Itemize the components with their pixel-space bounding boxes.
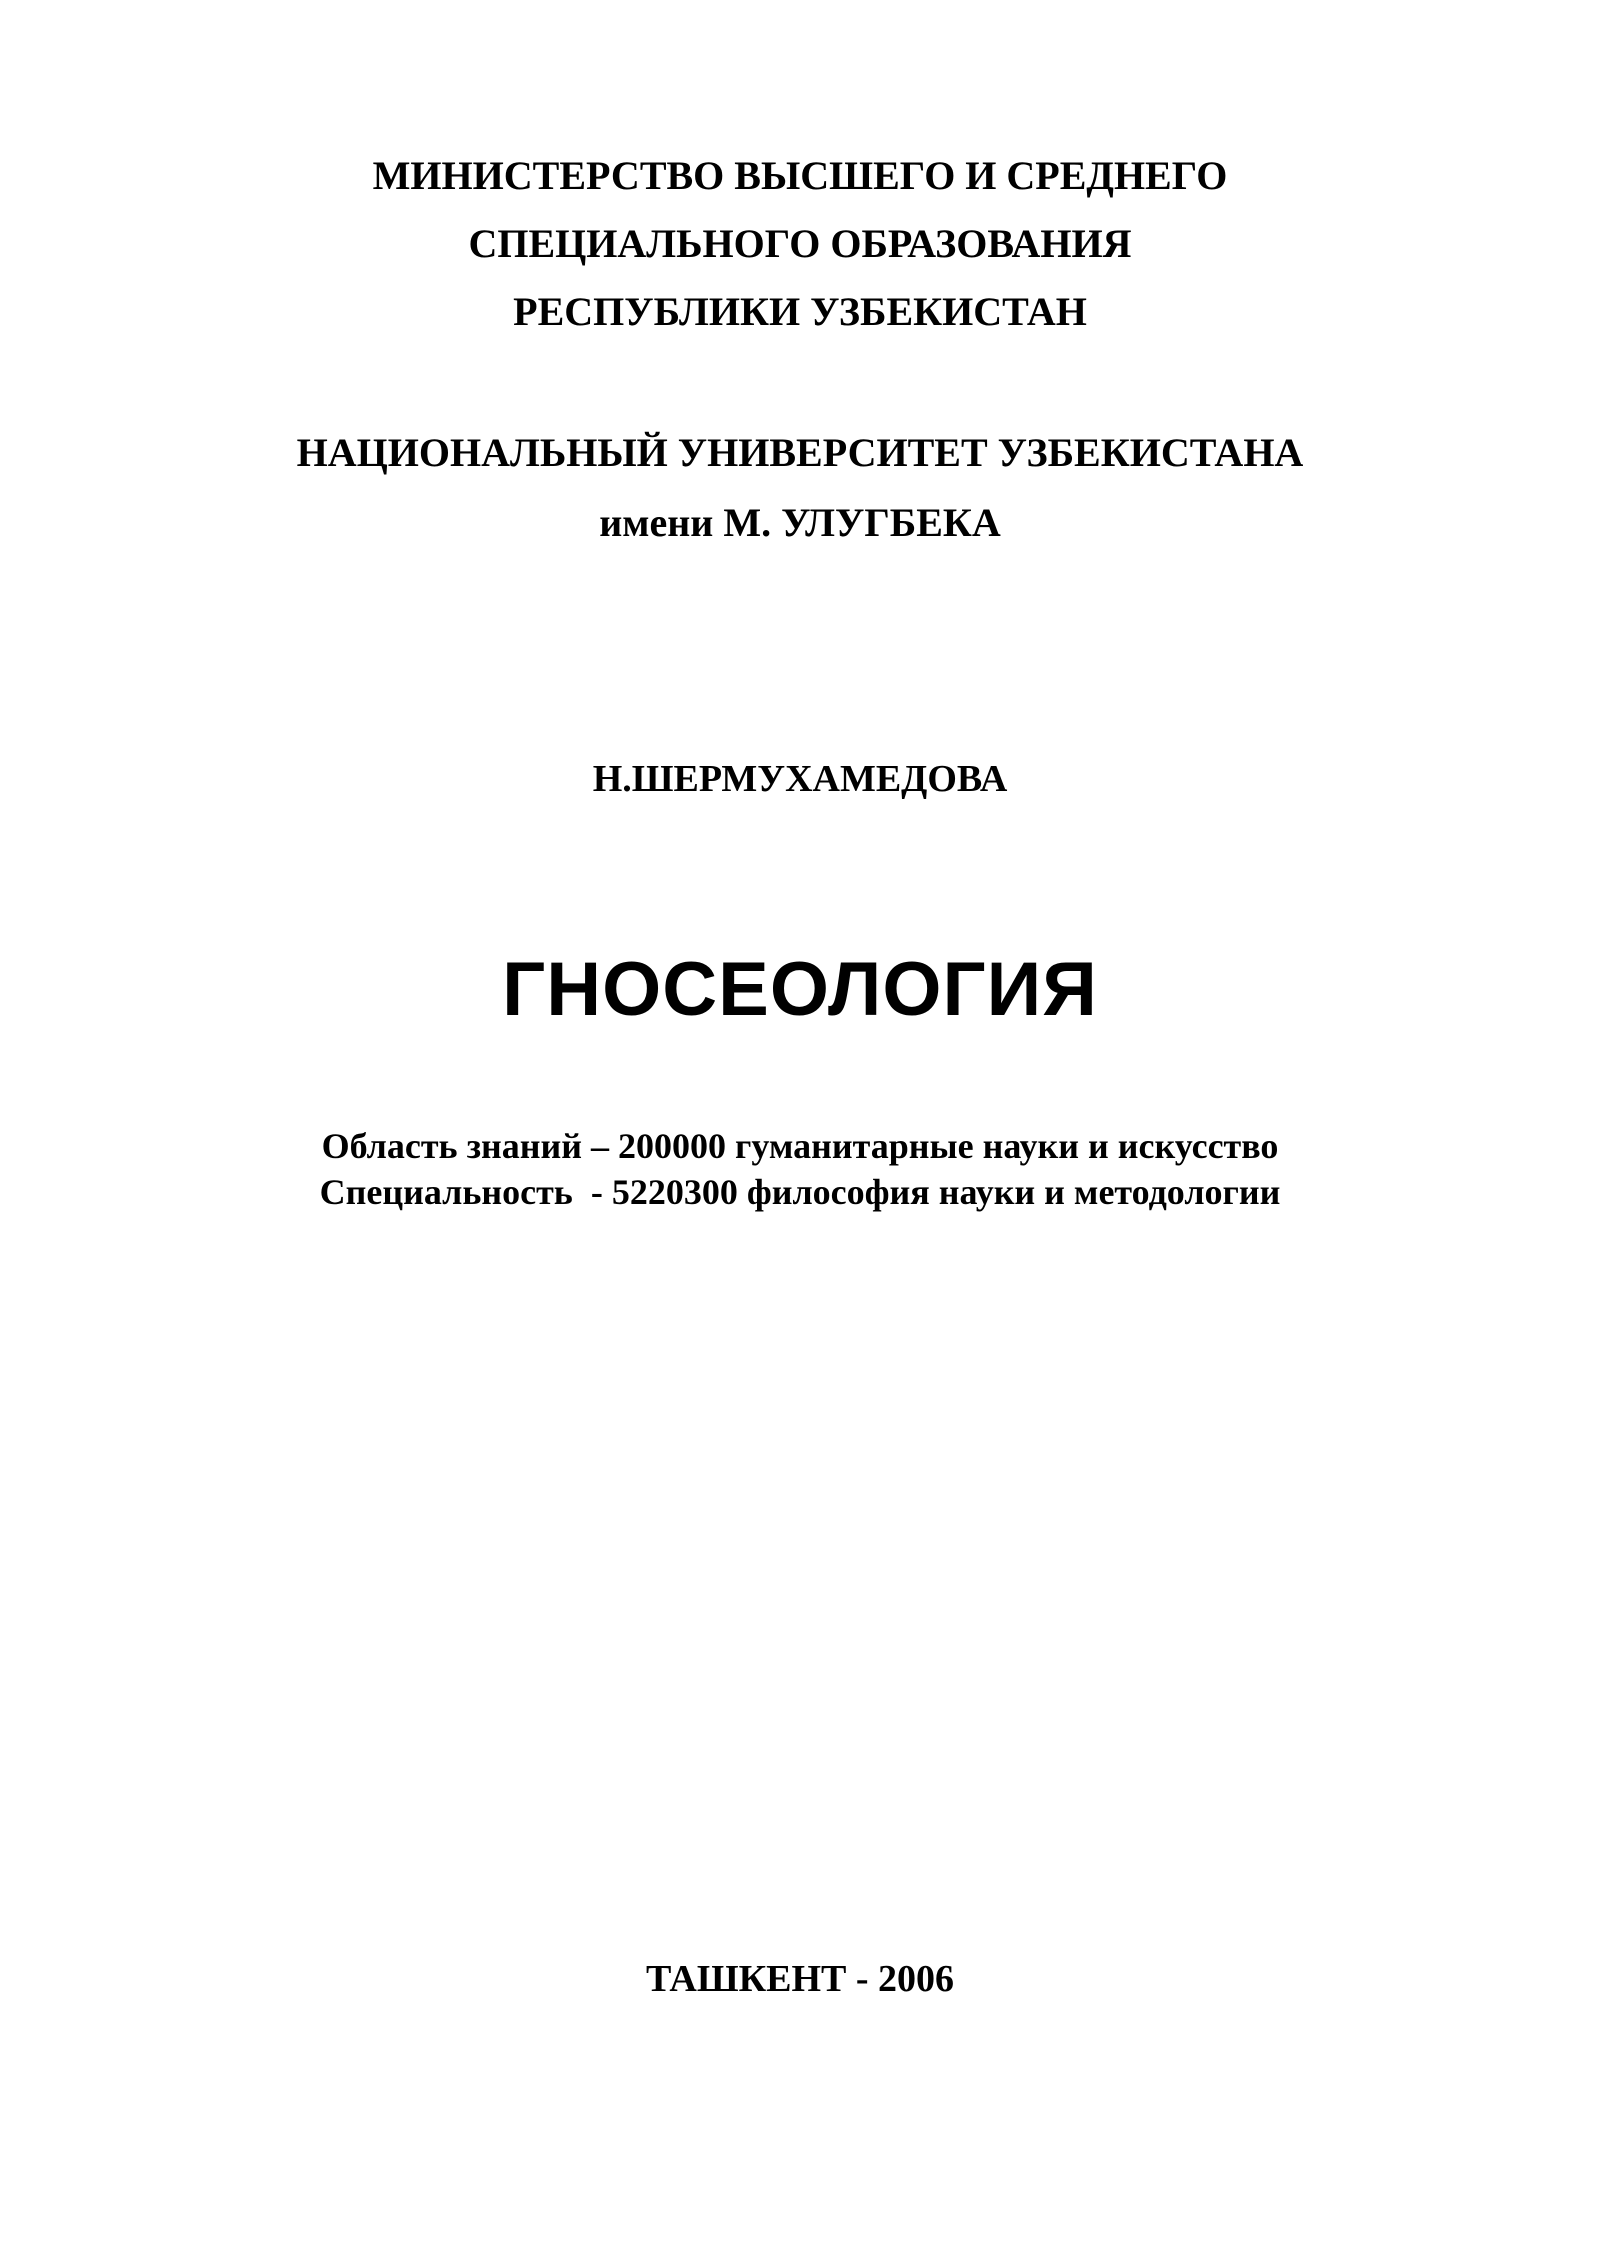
university-named-after: имени М. УЛУГБЕКА [599, 500, 1001, 545]
specialty-line: Специальность - 5220300 философия науки и методологии [319, 1172, 1281, 1212]
ministry-heading-line-1: МИНИСТЕРСТВО ВЫСШЕГО И СРЕДНЕГО [372, 153, 1228, 198]
ministry-heading-line-3: РЕСПУБЛИКИ УЗБЕКИСТАН [513, 289, 1087, 334]
university-name: НАЦИОНАЛЬНЫЙ УНИВЕРСИТЕТ УЗБЕКИСТАНА [296, 430, 1304, 475]
author-name: Н.ШЕРМУХАМЕДОВА [592, 758, 1008, 800]
document-title: ГНОСЕОЛОГИЯ [502, 947, 1098, 1032]
city-year-imprint: ТАШКЕНТ - 2006 [645, 1958, 955, 2000]
ministry-heading-line-2: СПЕЦИАЛЬНОГО ОБРАЗОВАНИЯ [468, 221, 1132, 266]
knowledge-area-line: Область знаний – 200000 гуманитарные науки и искусство [321, 1126, 1279, 1166]
